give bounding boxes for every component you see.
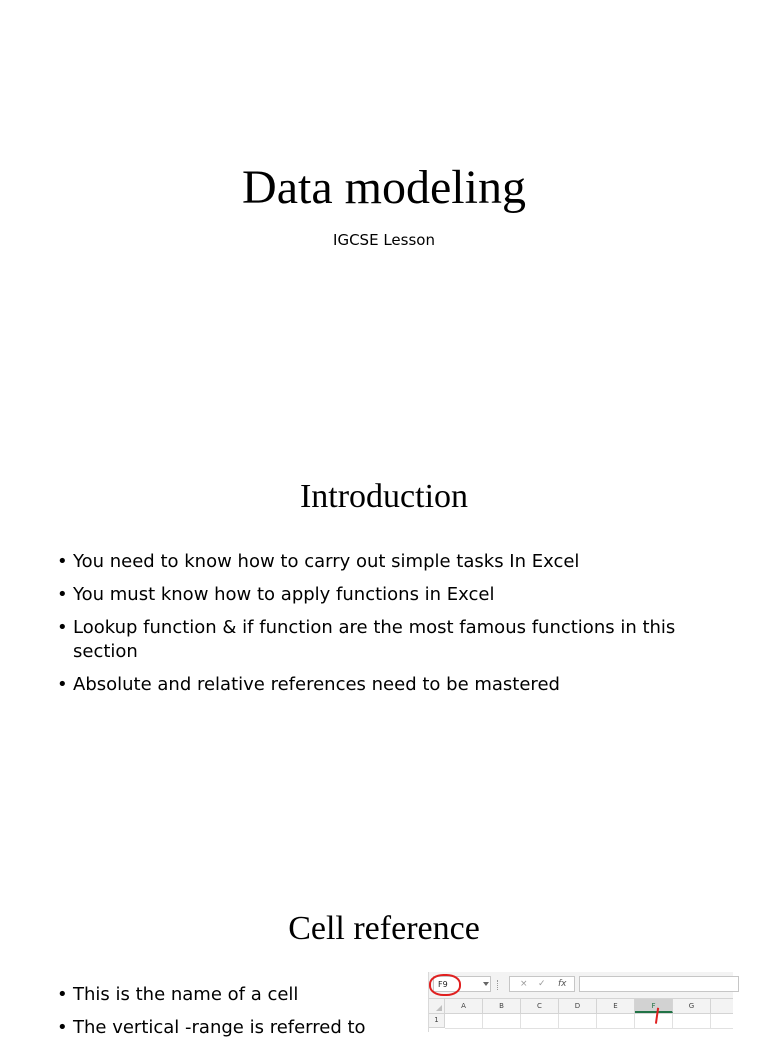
column-header: B xyxy=(483,999,521,1013)
select-all-corner xyxy=(429,999,445,1013)
column-header: D xyxy=(559,999,597,1013)
grid-cell xyxy=(483,1014,521,1028)
bullet-icon: • xyxy=(57,551,68,572)
excel-screenshot xyxy=(428,972,733,1032)
formula-input xyxy=(579,976,739,992)
slide-title-heading: Data modeling xyxy=(242,161,526,214)
bullet-text: You need to know how to carry out simple tasks In Excel xyxy=(73,551,580,572)
bullet-text: Absolute and relative references need to be mastered xyxy=(73,674,560,695)
slide-cell-reference xyxy=(0,864,768,1038)
bullet-item xyxy=(57,673,707,697)
introduction-bullet-list xyxy=(57,550,707,706)
bullet-item xyxy=(57,583,707,607)
cell-reference-bullet-list xyxy=(57,983,417,1049)
cancel-icon: × xyxy=(520,979,528,989)
check-icon: ✓ xyxy=(538,979,546,989)
formula-bar xyxy=(429,972,733,999)
bullet-icon: • xyxy=(57,984,68,1005)
bullet-item xyxy=(57,983,417,1007)
column-header: A xyxy=(445,999,483,1013)
introduction-heading: Introduction xyxy=(299,478,469,515)
bullet-item xyxy=(57,616,707,664)
grid-cell xyxy=(635,1014,673,1028)
grid-cell xyxy=(673,1014,711,1028)
chevron-down-icon xyxy=(483,982,489,986)
bullet-text: You must know how to apply functions in Excel xyxy=(73,584,495,605)
grid-row xyxy=(445,1014,733,1029)
column-header: G xyxy=(673,999,711,1013)
slide-subtitle: IGCSE Lesson xyxy=(333,231,435,249)
formula-buttons xyxy=(509,976,575,992)
bullet-text: Lookup function & if function are the most famous functions in this section xyxy=(73,617,676,662)
grid-cell xyxy=(445,1014,483,1028)
column-header: E xyxy=(597,999,635,1013)
grid-cell xyxy=(521,1014,559,1028)
cell-reference-heading: Cell reference xyxy=(288,910,480,947)
bullet-item xyxy=(57,1016,417,1040)
column-headers xyxy=(429,999,733,1014)
slide-title xyxy=(0,0,768,432)
grid-cell xyxy=(597,1014,635,1028)
bullet-icon: • xyxy=(57,584,68,605)
bullet-item xyxy=(57,550,707,574)
slide-introduction xyxy=(0,432,768,864)
corner-triangle-icon xyxy=(436,1005,442,1011)
fx-icon: fx xyxy=(558,979,567,989)
column-header: C xyxy=(521,999,559,1013)
bullet-icon: • xyxy=(57,1017,68,1038)
bullet-icon: • xyxy=(57,617,68,638)
name-box: F9 xyxy=(433,976,491,992)
bullet-text: This is the name of a cell xyxy=(73,984,299,1005)
bullet-icon: • xyxy=(57,674,68,695)
column-header-active: F xyxy=(635,999,673,1013)
divider xyxy=(497,980,500,990)
grid-cell xyxy=(559,1014,597,1028)
bullet-text: The vertical -range is referred to xyxy=(73,1017,366,1038)
annotation-circle xyxy=(429,974,461,996)
row-header: 1 xyxy=(429,1014,445,1028)
